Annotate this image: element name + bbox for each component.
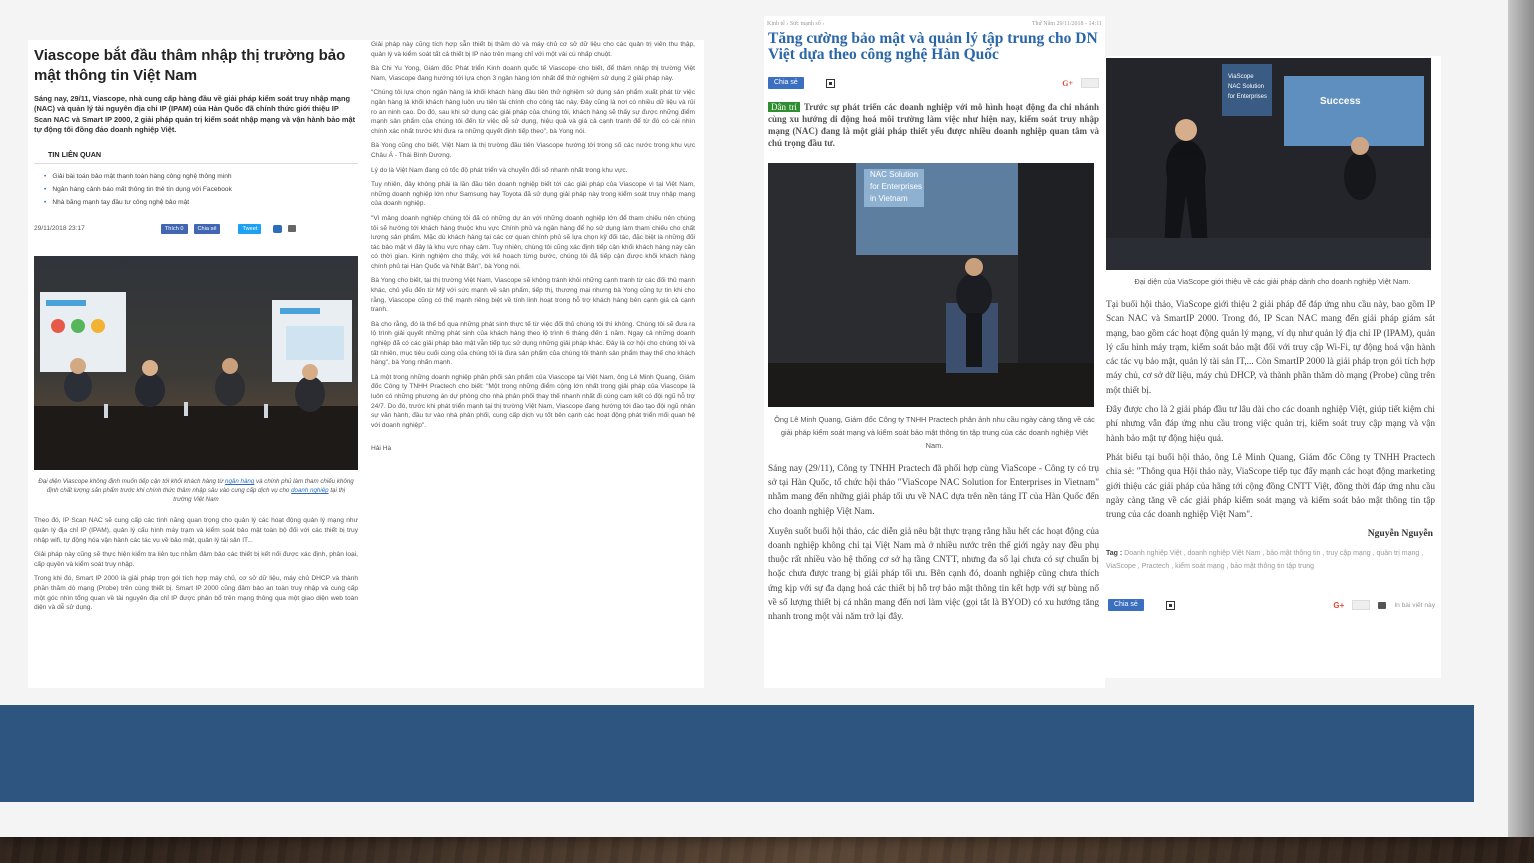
print-icon[interactable] [288, 225, 296, 232]
article-body [764, 462, 1105, 624]
share-bar [768, 75, 1101, 91]
banner-text: NAC Solution [1228, 84, 1265, 90]
article-timestamp: 29/11/2018 23:17 [34, 225, 85, 233]
photo-caption: Ông Lê Minh Quang, Giám đốc Công ty TNHH Practech phân ảnh nhu cầu ngày càng tăng về các giải pháp kiểm soát mạng và kiểm soát bảo mật thông tin tập trung của các doanh nghiệp Việt Nam. [774, 415, 1095, 450]
body-paragraph: Bà Chi Yu Yong, Giám đốc Phát triển Kinh doanh quốc tế Viascope cho biết, để thâm nhập thị trường Việt Nam, Viascope đang hướng tới lựa chọn 3 ngân hàng lớn nhất để thử nghiệm sử dụng 2 giải pháp này. [371, 65, 695, 82]
google-plus-icon[interactable]: G+ [1062, 78, 1073, 88]
body-paragraph: Giải pháp này cũng sẽ thực hiện kiểm tra liên tục nhằm đảm bảo các thiết bị kết nối được xác định, phân loại, cấp quyền và kiểm soát truy nhập. [34, 551, 358, 568]
body-paragraph: Giải pháp này cũng tích hợp sẵn thiết bị thăm dò và máy chủ cơ sở dữ liệu cho các quản trị viên thu thập, quản lý và kiểm soát tất cả thiết bị IP nào trên mạng chỉ với một vài cú nhấp chuột. [371, 41, 695, 58]
counter-icon [1352, 600, 1370, 610]
banner-text: ViaScope [1228, 74, 1254, 80]
body-paragraph: "Vì mảng doanh nghiệp chúng tôi đã có những dự án với những doanh nghiệp lớn để tham chiếu nên chúng tôi sẽ hướng tới khách hàng thuộc khu vực Chính phủ và ngân hàng để họ sử dụng làm tham chiếu cho chất lượng sản phẩm. Mặc dù khách hàng tại các cơ quan chính phủ sẽ lựa chọn kỹ đối tác, đặc biệt là những đối tác bảo mật vì đây là khu vực nhạy cảm. Tuy nhiên, chúng tôi cũng xác định tiếp cận khối khách hàng này cần có thời gian. Kinh nghiệm cho thấy, với kế hoạch từng bước, chúng tôi đã tiếp cận được khối khách hàng chính phủ tại Hàn Quốc và Nhật Bản", bà Yong nói. [371, 214, 695, 270]
share-button[interactable]: Chia sẻ [768, 77, 804, 89]
email-icon[interactable] [273, 225, 282, 233]
article-dantri-continued-panel [1104, 56, 1441, 678]
banner-text: for Enterprises [870, 182, 923, 191]
article-title: Tăng cường bảo mật và quản lý tập trung cho DN Việt dựa theo công nghệ Hàn Quốc [768, 30, 1098, 63]
article-meta [34, 224, 358, 234]
breadcrumb [764, 16, 1105, 31]
share-button[interactable]: Chia sẻ [1108, 599, 1144, 611]
related-link[interactable]: • Nhà băng mạnh tay đầu tư công nghệ bảo mật [44, 196, 358, 209]
banner-text: for Enterprises [1228, 94, 1268, 100]
dantri-tag: Dân trí [768, 102, 800, 112]
print-icon[interactable] [1378, 602, 1386, 609]
tweet-button[interactable]: Tweet [238, 224, 261, 234]
breadcrumb-text[interactable]: Kinh tế › Sức mạnh số › [767, 21, 825, 27]
tags-label: Tag : [1106, 550, 1123, 558]
article-body-left [34, 516, 358, 612]
banner-text: in Vietnam [870, 194, 908, 203]
caption-text: Đại diện Viascope không định muốn tiếp cận tới khối khách hàng từ [38, 477, 226, 485]
slide-footer-band [0, 705, 1474, 802]
article-title: Viascope bắt đầu thâm nhập thị trường bảo mật thông tin Việt Nam [34, 47, 346, 84]
share-button[interactable]: Chia sẻ [194, 224, 221, 234]
body-paragraph: Bà Yong cho biết, tại thị trường Việt Nam, Viascope sẽ không tránh khỏi những cạnh tranh từ các đối thủ mạnh khác, chủ yếu đến từ Mỹ với sức mạnh về sản phẩm, tiếp thị, thương mại nhưng bà Yong cũng tự tin khi cho rằng, Viascope cũng có thế mạnh riêng biệt về tính linh hoạt trong hỗ trợ khách hàng bên cạnh giá cả cạnh tranh. [371, 277, 695, 314]
photo-caption [38, 477, 354, 505]
related-list [44, 170, 358, 210]
zalo-icon[interactable] [1166, 601, 1175, 610]
screen-text: Success [1320, 96, 1361, 107]
article-author: Hải Hà [371, 445, 392, 453]
related-link[interactable]: • Ngân hàng cảnh báo mất thông tin thẻ tín dụng với Facebook [44, 183, 358, 196]
share-bar-bottom [1108, 597, 1437, 613]
google-plus-icon[interactable]: G+ [1333, 600, 1345, 610]
presenter-photo [1106, 58, 1431, 270]
body-paragraph: Lý do là Việt Nam đang có tốc độ phát triển và chuyển đổi số nhanh nhất trong khu vực. [371, 166, 628, 174]
zalo-icon[interactable] [826, 79, 835, 88]
body-paragraph: Phát biểu tại buổi hội thảo, ông Lê Minh Quang, Giám đốc Công ty TNHH Practech chia sẻ: "Thông qua Hội thảo này, ViaScope tiếp tục đẩy mạnh các hoạt động marketing giới thiệu các giải pháp của hãng tới cộng đồng CNTT Việt, đồng thời đáp ứng nhu cầu ngày càng tăng về các giải pháp kiểm soát mạng và kiểm soát bảo mật thông tin tập trung của các doanh nghiệp Việt Nam". [1106, 452, 1435, 521]
article-date: Thứ Năm 29/11/2018 - 14:11 [1031, 21, 1102, 27]
body-paragraph: Theo đó, IP Scan NAC sẽ cung cấp các tính năng quan trọng cho quản lý các hoạt động quản lý mạng như quản lý địa chỉ IP (IPAM), quản lý cấu hình máy trạm và kiểm soát bảo mật toàn bộ đối với các thiết bị truy nhập wifi, tự động hóa vận hành các tác vụ về bảo mật, quản lý tài sản IT... [34, 517, 358, 544]
body-paragraph: Tuy nhiên, đây không phải là lần đầu tiên doanh nghiệp biết tới các giải pháp của Viascope vì tại Việt Nam, những doanh nghiệp lớn như Samsung hay Toyota đã sử dụng giải pháp này trong kiểm soát truy nhập mạng của doanh nghiệp. [371, 181, 695, 208]
speaker-photo-illustration [768, 163, 1094, 407]
caption-text: tại thị trường Việt Nam [173, 487, 346, 504]
body-paragraph: "Chúng tôi lựa chọn ngân hàng là khối khách hàng đầu tiên thử nghiệm sử dụng sản phẩm xuất phát từ việc ngân hàng là khối khách hàng luôn ưu tiên tài chính cho công tác này. Đây cũng là nơi có nhiều dữ liệu và rủi ro an ninh cao. Do đó, sau khi sử dụng các giải pháp của chúng tôi, khách hàng sẽ thấy sự được những điểm mạnh sản phẩm của chúng tôi đến từ việc dễ sử dụng, hiệu quả và giá cả cạnh tranh để từ đó có cái nhìn chính xác nhất trước khi đưa ra những quyết định tiếp theo", bà Yong nói. [371, 89, 695, 135]
article-left-column [34, 46, 358, 618]
article-viascope-panel [28, 40, 704, 688]
counter-icon [1081, 78, 1099, 88]
caption-text: và chính phủ làm tham chiếu không định chất lượng sản phẩm trước khi chính thức thâm nhập sâu vào cung cấp dịch vụ cho [46, 477, 354, 495]
body-paragraph: Là một trong những doanh nghiệp phân phối sản phẩm của Viascope tại Việt Nam, ông Lê Minh Quang, Giám đốc Công ty TNHH Practech cho biết: "Một trong những điểm cộng lớn nhất trong giải pháp của Viascope là luôn có những phương án dự phòng cho nhà phân phối thay thế nhanh nhất đi cùng cam kết có đội ngũ hỗ trợ 24/7. Do đó, trước khi phát triển mạnh tại thị trường Việt Nam, Viascope đang hướng tới đào tạo đội ngũ nhân sự văn hành, đầu tư vào nhà phân phối, cung cấp dịch vụ tốt bên cạnh các hoạt động phát triển mối quan hệ với doanh nghiệp". [371, 373, 695, 429]
caption-link-business[interactable]: doanh nghiệp [291, 487, 329, 495]
photo-caption: Đại diện của ViaScope giới thiệu về các giải pháp dành cho doanh nghiệp Việt Nam. [1134, 277, 1411, 286]
conference-photo-illustration [34, 256, 358, 470]
tag-list [1104, 547, 1441, 573]
banner-text: NAC Solution [870, 170, 919, 179]
body-paragraph: Xuyên suốt buổi hội thảo, các diễn giả nêu bật thực trạng rằng hầu hết các hoạt động của doanh nghiệp không chỉ tại Việt Nam mà ở nhiều nước trên thế giới ngày nay đều phụ thuộc rất nhiều vào hệ thống cơ sở hạ tầng CNTT, nhưng đa số lại chưa có sự chuẩn bị hoặc chưa được trang bị giải pháp tối ưu. Bên cạnh đó, doanh nghiệp cũng chưa thích ứng kịp với sự đa dạng hoá các thiết bị hỗ trợ bảo mật thông tin kết hợp với sự bùng nổ về số lượng thiết bị cá nhân mang đến nơi làm việc (gọi tắt là BYOD) có xu hướng tăng nhanh trong một vài năm trở lại đây. [768, 526, 1099, 623]
body-paragraph: Sáng nay (29/11), Công ty TNHH Practech đã phối hợp cùng ViaScope - Công ty có trụ sở tại Hàn Quốc, tổ chức hội thảo "ViaScope NAC Solution for Enterprises in Vietnam" nhằm mang đến những giải pháp tối ưu về NAC dựa trên nền tảng IT của Hàn Quốc đến cho doanh nghiệp Việt Nam. [768, 464, 1099, 517]
related-link[interactable]: • Giải bài toán bảo mật thanh toán hàng công nghệ thông minh [44, 170, 358, 183]
article-body [1104, 298, 1441, 522]
lead-text: Trước sự phát triển các doanh nghiệp với mô hình hoạt động đa chi nhánh cùng xu hướng di động hoá môi trường làm việc như hiện nay, kiểm soát truy nhập mạng (NAC) đang là một giải pháp thiết yếu được nhiều doanh nghiệp quan tâm và chú trọng đầu tư. [768, 102, 1099, 148]
speaker-photo [768, 163, 1094, 407]
tags-text[interactable]: Doanh nghiệp Việt , doanh nghiệp Việt Nam , bảo mật thông tin , truy cập mạng , quản trị mạng , ViaScope , Practech , kiểm soát mạng , bảo mật thông tin tập trung [1106, 550, 1424, 571]
article-author: Nguyễn Nguyễn [1367, 528, 1433, 540]
article-lead: Sáng nay, 29/11, Viascope, nhà cung cấp hàng đầu về giải pháp kiểm soát truy nhập mạng (NAC) và quản lý tài nguyên địa chỉ IP (IPAM) của Hàn Quốc đã chính thức giới thiệu IP Scan NAC và Smart IP 2000, 2 giải pháp quản trị kiểm soát nhập mạng và vận hành bảo mật tự động tối đồng đảo doanh nghiệp Việt. [34, 94, 356, 135]
presenter-photo-illustration [1106, 58, 1431, 270]
article-dantri-panel [764, 16, 1105, 688]
body-paragraph: Trong khi đó, Smart IP 2000 là giải pháp trọn gói tích hợp máy chủ, cơ sở dữ liệu, máy chủ DHCP và thành phần thăm dò mạng (Probe) trên cùng thiết bị. Smart IP 2000 cũng đảm bảo an toàn truy nhập và cung cấp một góc nhìn tổng quan về tài nguyên địa chỉ IP được phân bổ trên mạng thông qua một giao diện web toàn diện và dễ sử dụng. [34, 575, 358, 612]
caption-link-bank[interactable]: ngân hàng [225, 477, 255, 485]
print-link[interactable]: In bài viết này [1394, 601, 1435, 609]
article-lead [764, 101, 1105, 149]
article-right-column [371, 40, 695, 459]
body-paragraph: Bà cho rằng, đó là thế bổ qua những phát sinh thực tế từ việc đối thủ chúng tôi thì không. Chúng tôi sẽ đưa ra lộ trình giải quyết những phát sinh của khách hàng theo lộ trình 6 tháng đến 1 năm. Ngay cả những doanh nghiệp đã có các giải pháp bảo mật vẫn tiếp tục sử dụng những giải pháp khác. Đây là cơ hội cho chúng tôi và tất nhiên, mục tiêu cuối cùng của chúng tôi là đưa sản phẩm của chúng tôi thành sản phẩm thay thế cho khách hàng", bà Yong nhấn mạnh. [371, 320, 695, 367]
conference-photo [34, 256, 358, 470]
body-paragraph: Tại buổi hội thảo, ViaScope giới thiệu 2 giải pháp để đáp ứng nhu cầu này, bao gồm IP Scan NAC và SmartIP 2000. Trong đó, IP Scan NAC mang đến giải pháp giám sát mạng, bao gồm các hoạt động quản lý mạng, ví dụ như quản lý địa chỉ IP (IPAM), quản lý cấu hình máy trạm, kiểm soát bảo mật đối với truy cập Wi-Fi, tự động hoá vận hành các tác vụ bảo mật, quản lý tài sản IT,... Còn SmartIP 2000 là giải pháp trọn gói tích hợp máy chủ, cơ sở dữ liệu, máy chủ DHCP, và thành phần thăm dò mạng (Probe) cũng trên một thiết bị. [1106, 300, 1435, 396]
body-paragraph: Đây được cho là 2 giải pháp đầu tư lâu dài cho các doanh nghiệp Việt, giúp tiết kiệm chi phí nhưng vẫn đáp ứng nhu cầu trong việc quản trị, kiểm soát truy cập mạng và vận hành bảo mật tự động hiệu quả. [1106, 405, 1435, 444]
like-button[interactable]: Thích 0 [161, 224, 188, 234]
related-heading: TIN LIÊN QUAN [34, 150, 358, 164]
body-paragraph: Bà Yong cũng cho biết, Việt Nam là thị trường đầu tiên Viascope hướng tới trong số các nước trong khu vực Châu Á - Thái Bình Dương. [371, 142, 695, 159]
